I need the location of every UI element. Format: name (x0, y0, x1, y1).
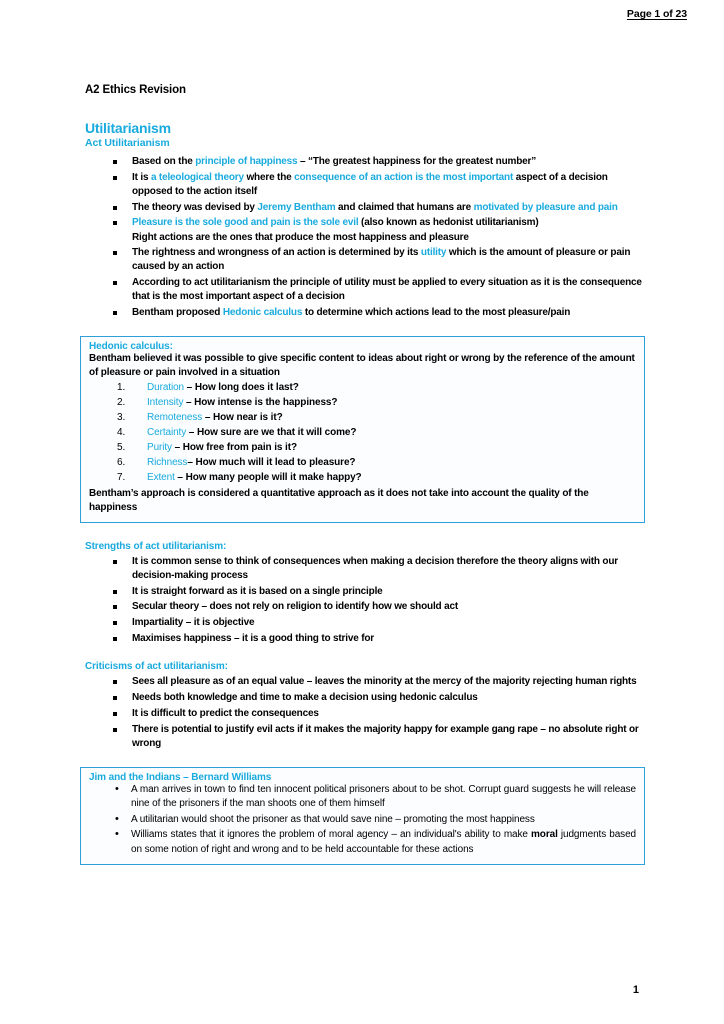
document-content (80, 84, 645, 865)
list-item: Impartiality – it is objective (80, 616, 645, 630)
hedonic-definition: – How near is it? (202, 412, 283, 424)
hedonic-definition: – How many people will it make happy? (174, 472, 362, 484)
text-run: Based on the (132, 156, 196, 167)
text-run: motivated by pleasure and pain (473, 201, 618, 213)
criticisms-heading: Criticisms of act utilitarianism: (85, 661, 228, 673)
strengths-heading: Strengths of act utilitarianism: (85, 540, 227, 552)
hedonic-definition: – How much will it lead to pleasure? (187, 457, 356, 469)
hedonic-calculus-intro: Bentham believed it was possible to give specific content to ideas about right or wrong by the reference of the amount of pleasure or pain involved in a situation (89, 352, 635, 379)
list-item (89, 828, 636, 857)
hedonic-term: Extent (147, 472, 175, 484)
text-run: A man arrives in town to find ten innocent political prisoners about to be shot. Corrupt guard suggests he will release nine of the prisoners if the man shoots one of them himself (131, 783, 636, 810)
hedonic-calculus-callout-box (80, 336, 645, 523)
list-item (80, 246, 645, 274)
hedonic-term: Certainty (147, 427, 187, 439)
text-run: and claimed that humans are (335, 201, 474, 213)
text-run: It is (132, 171, 151, 183)
list-item (80, 276, 645, 304)
list-item (80, 216, 645, 244)
hedonic-calculus-item (89, 396, 636, 411)
text-run: moral (531, 829, 558, 841)
text-run: to determine which actions lead to the most pleasure/pain (302, 307, 571, 319)
list-item: It is common sense to think of consequences when making a decision therefore the theory aligns with our decision-making process (80, 555, 645, 583)
hedonic-calculus-item (89, 456, 636, 471)
text-run: – “The greatest happiness for the greatest number” (297, 156, 537, 167)
text-run: where the (243, 171, 295, 183)
text-run: (also known as hedonist utilitarianism) (358, 217, 539, 229)
hedonic-calculus-item (89, 411, 636, 426)
list-item: Needs both knowledge and time to make a decision using hedonic calculus (80, 691, 645, 705)
jim-and-the-indians-bullet-list (89, 783, 636, 858)
section-heading-utilitarianism: Utilitarianism (85, 120, 171, 136)
text-run: which is the amount of pleasure or pain caused by an action (132, 247, 631, 273)
hedonic-calculus-item (89, 381, 636, 396)
list-item (89, 813, 636, 828)
text-run: According to act utilitarianism the principle of utility must be applied to every situation as it is the consequence that is the most important aspect of a decision (132, 277, 642, 303)
hedonic-definition: – How free from pain is it? (171, 442, 297, 454)
page-title: A2 Ethics Revision (85, 84, 186, 96)
hedonic-calculus-item (89, 441, 636, 456)
text-run: Jeremy Bentham (257, 201, 336, 213)
list-item: It is difficult to predict the consequences (80, 707, 645, 721)
jim-and-the-indians-callout-box (80, 767, 645, 866)
text-run: aspect of a decision opposed to the action itself (132, 171, 608, 197)
list-item: Secular theory – does not rely on religion to identify how we should act (80, 600, 645, 614)
text-run: Hedonic calculus (222, 307, 303, 319)
text-run: Williams states that it ignores the problem of moral agency – an individual's ability to make (131, 829, 532, 841)
hedonic-term: Richness (147, 457, 188, 469)
hedonic-calculus-item (89, 471, 636, 486)
list-item (80, 155, 645, 169)
list-item: Maximises happiness – it is a good thing to strive for (80, 632, 645, 646)
list-item (80, 201, 645, 215)
text-run: principle of happiness (195, 156, 298, 167)
hedonic-term: Duration (147, 381, 184, 393)
hedonic-definition: – How intense is the happiness? (183, 397, 338, 409)
text-run: A utilitarian would shoot the prisoner as that would save nine – promoting the most happiness (131, 813, 535, 825)
strengths-bullet-list (80, 555, 645, 646)
text-run: judgments based on some notion of right and wrong and to be held accountable for these actions (131, 829, 637, 855)
hedonic-term: Intensity (147, 397, 184, 409)
hedonic-calculus-title: Hedonic calculus: (89, 340, 173, 352)
hedonic-definition: – How sure are we that it will come? (186, 427, 357, 439)
text-run: Bentham proposed (132, 307, 223, 319)
list-item (80, 171, 645, 199)
text-run: consequence of an action is the most important (294, 171, 514, 183)
text-run: a teleological theory (150, 171, 244, 183)
criticisms-bullet-list (80, 675, 645, 751)
text-run: Pleasure is the sole good and pain is the sole evil (132, 217, 359, 229)
list-item: There is potential to justify evil acts if it makes the majority happy for example gang rape – no absolute right or wrong (80, 723, 645, 751)
page-header-indicator: Page 1 of 23 (626, 8, 687, 20)
hedonic-term: Purity (147, 442, 172, 454)
hedonic-calculus-numbered-list (89, 381, 636, 486)
list-item (80, 306, 645, 320)
hedonic-term: Remoteness (147, 412, 203, 424)
text-run: The rightness and wrongness of an action is determined by its (132, 247, 421, 259)
act-utilitarianism-bullet-list (80, 155, 645, 320)
hedonic-calculus-outro: Bentham’s approach is considered a quantitative approach as it does not take into account the quality of the happiness (89, 487, 589, 514)
list-item: It is straight forward as it is based on a single principle (80, 585, 645, 599)
hedonic-definition: – How long does it last? (184, 381, 299, 393)
page-footer-number: 1 (632, 984, 639, 996)
text-run: utility (420, 247, 447, 259)
subsection-heading-act-utilitarianism: Act Utilitarianism (85, 137, 170, 149)
text-run: Right actions are the ones that produce the most happiness and pleasure (132, 231, 469, 243)
list-item (89, 783, 636, 812)
text-run: The theory was devised by (132, 201, 258, 213)
jim-and-the-indians-title: Jim and the Indians – Bernard Williams (89, 771, 272, 783)
hedonic-calculus-item (89, 426, 636, 441)
list-item: Sees all pleasure as of an equal value – leaves the minority at the mercy of the majority rejecting human rights (80, 675, 645, 689)
